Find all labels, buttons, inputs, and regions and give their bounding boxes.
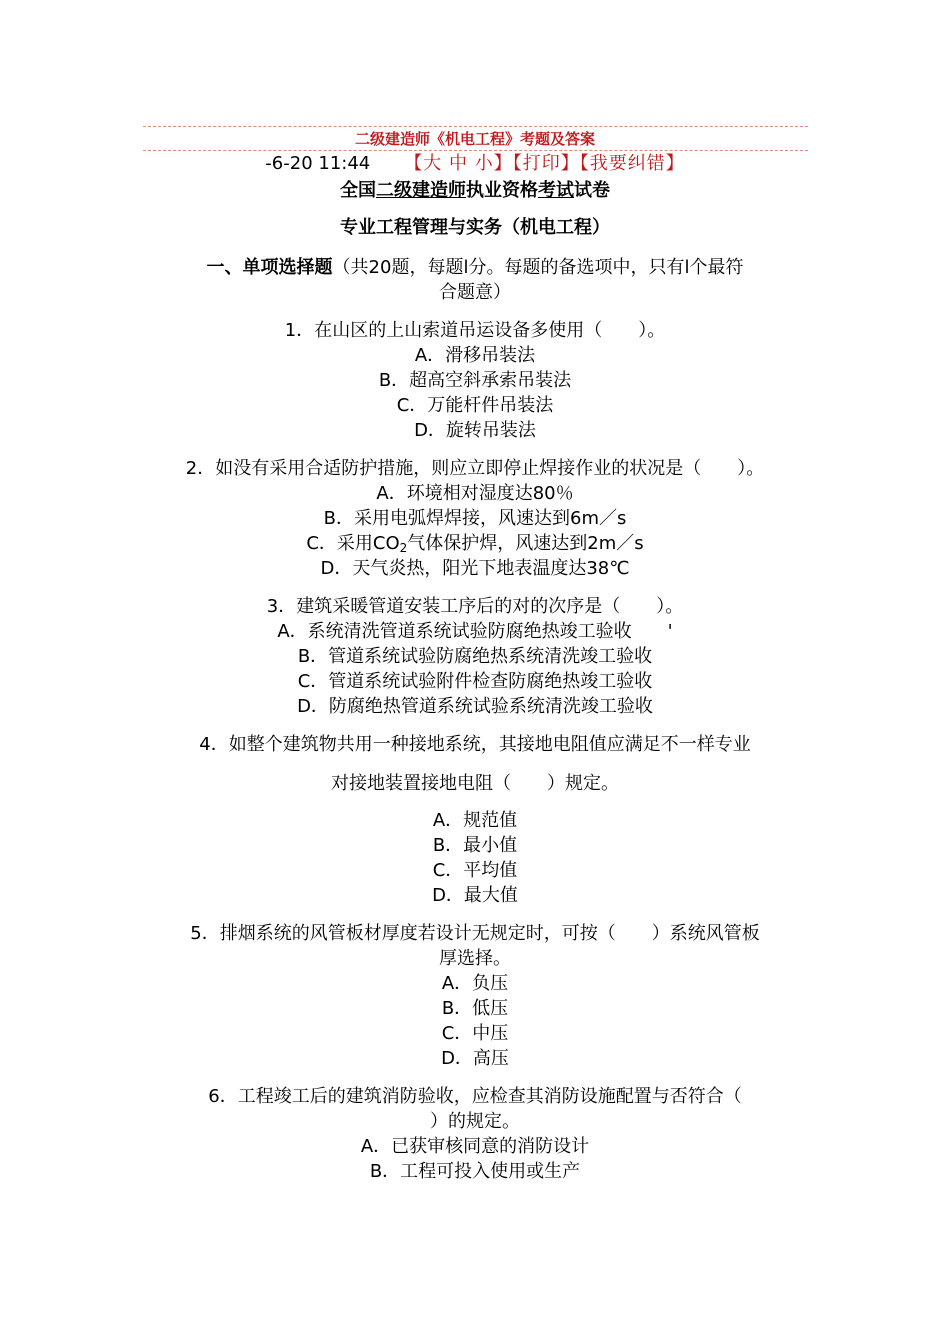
- question-1-option-c: C．万能杆件吊装法: [396, 395, 554, 416]
- question-2-option-c: [0, 532, 950, 560]
- question-4-stem: 4．如整个建筑物共用一种接地系统，其接地电阻值应满足不一样专业: [199, 734, 751, 755]
- print-link[interactable]: 【打印】: [512, 153, 580, 174]
- font-size-switcher[interactable]: 【大 中 小】: [404, 153, 513, 174]
- question-3-option-a: A．系统清洗管道系统试验防腐绝热竣工验收 ': [277, 621, 673, 642]
- question-6-option-b: B．工程可投入使用或生产: [369, 1161, 581, 1182]
- question-6-option-a: A．已获审核同意的消防设计: [360, 1136, 590, 1157]
- section-heading: [0, 256, 950, 280]
- question-4-option-c: C．平均值: [432, 860, 518, 881]
- question-2-option-a: A．环境相对湿度达80％: [376, 483, 574, 504]
- question-4-option-d: D．最大值: [432, 885, 518, 906]
- question-1-option-b: B．超高空斜承索吊装法: [378, 370, 572, 391]
- bottom-dashed-divider: [143, 150, 808, 151]
- exam-title-suffix: 试卷: [574, 180, 610, 201]
- report-error-link[interactable]: 【我要纠错】: [579, 153, 685, 174]
- question-5-option-c: C．中压: [441, 1023, 509, 1044]
- exam-title-prefix: 全国: [340, 180, 376, 201]
- question-3-stem: 3．建筑采暖管道安装工序后的对的次序是（ ）。: [266, 596, 684, 617]
- section-instruction: （共20题，每题l分。每题的备选项中，只有l个最符: [332, 257, 744, 278]
- section-title: 一、单项选择题: [206, 257, 333, 278]
- question-3-option-c: C．管道系统试验附件检查防腐绝热竣工验收: [297, 671, 653, 692]
- exam-title: [0, 179, 950, 203]
- exam-subject: 专业工程管理与实务（机电工程）: [340, 217, 610, 238]
- question-3-option-b: B．管道系统试验防腐绝热系统清洗竣工验收: [297, 646, 653, 667]
- question-4-option-b: B．最小值: [432, 835, 518, 856]
- question-4-option-a: A．规范值: [432, 810, 518, 831]
- section-instruction-cont: 合题意）: [439, 282, 511, 303]
- article-meta: [0, 152, 950, 176]
- question-3-option-d: D．防腐绝热管道系统试验系统清洗竣工验收: [297, 696, 653, 717]
- option-c-text-prefix: C．采用CO: [306, 533, 400, 554]
- question-4-stem-cont: 对接地装置接地电阻（ ）规定。: [331, 773, 619, 794]
- question-5-option-a: A．负压: [441, 973, 509, 994]
- question-1-option-a: A．滑移吊装法: [414, 345, 536, 366]
- question-1-option-d: D．旋转吊装法: [414, 420, 536, 441]
- exam-title-exam: 考试: [538, 180, 574, 201]
- co2-subscript: 2: [399, 541, 408, 555]
- question-6-stem-cont: ）的规定。: [430, 1111, 520, 1132]
- publish-datetime: -6-20 11:44: [265, 153, 371, 174]
- option-c-text-suffix: 气体保护焊，风速达到2m／s: [407, 533, 644, 554]
- exam-title-middle: 执业资格: [466, 180, 538, 201]
- question-1-stem: 1．在山区的上山索道吊运设备多使用（ ）。: [284, 320, 666, 341]
- question-6-stem: 6．工程竣工后的建筑消防验收，应检查其消防设施配置与否符合（: [208, 1086, 742, 1107]
- question-2-option-d: D．天气炎热，阳光下地表温度达38℃: [320, 558, 630, 579]
- question-5-option-b: B．低压: [441, 998, 509, 1019]
- question-5-option-d: D．高压: [441, 1048, 509, 1069]
- article-title: 二级建造师《机电工程》考题及答案: [354, 130, 595, 148]
- exam-title-level: 二级建造师: [376, 180, 466, 201]
- question-2-stem: 2．如没有采用合适防护措施，则应立即停止焊接作业的状况是（ ）。: [185, 458, 765, 479]
- question-5-stem: 5．排烟系统的风管板材厚度若设计无规定时，可按（ ）系统风管板: [190, 923, 760, 944]
- question-5-stem-cont: 厚选择。: [439, 948, 511, 969]
- question-2-option-b: B．采用电弧焊焊接，风速达到6m／s: [323, 508, 627, 529]
